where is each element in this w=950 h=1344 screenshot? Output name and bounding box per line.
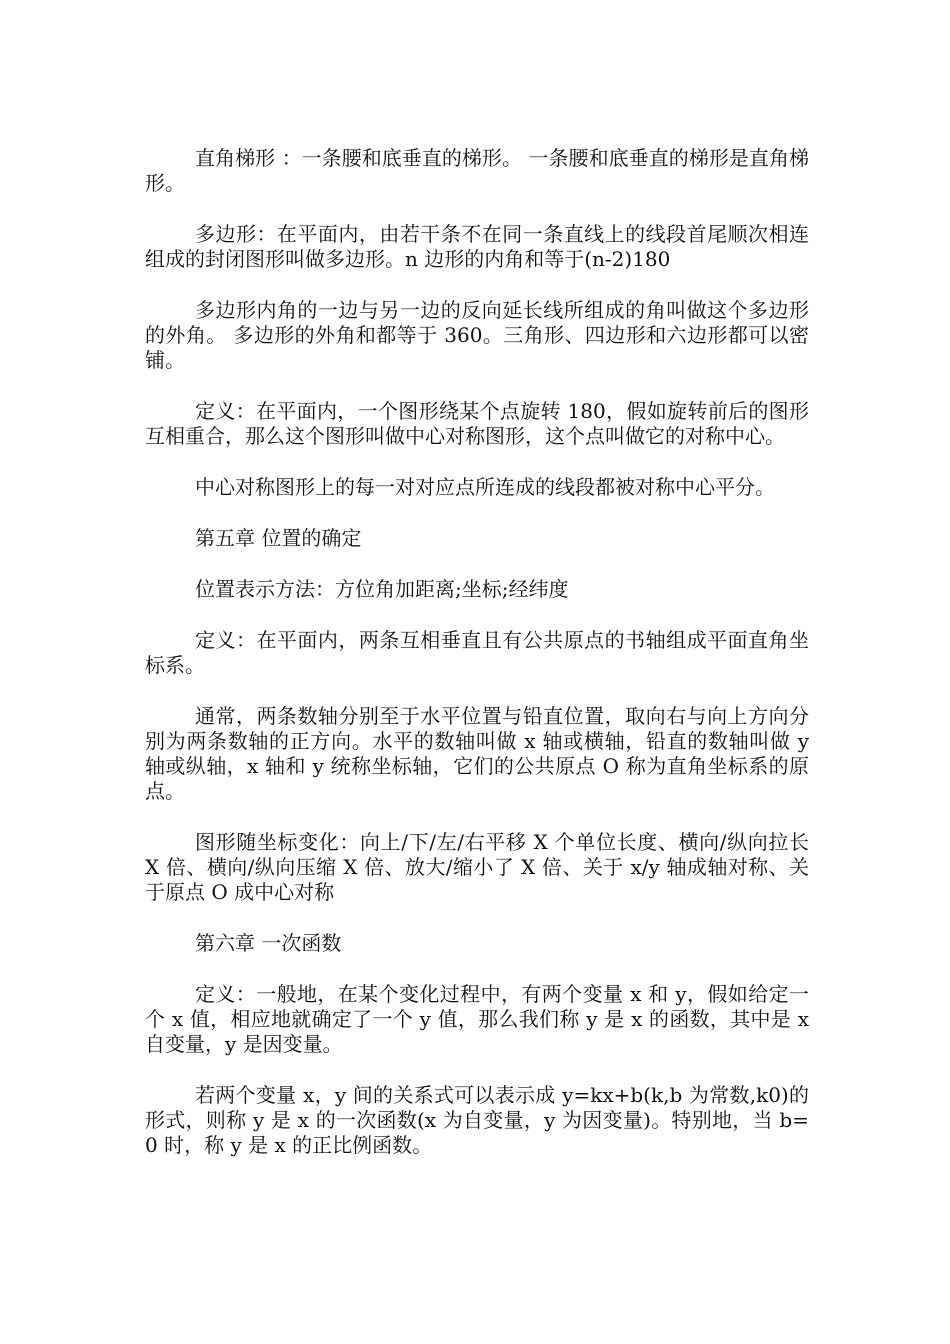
paragraph-position-methods: 位置表示方法：方位角加距离;坐标;经纬度 xyxy=(195,577,569,601)
paragraph-exterior-angle: 多边形内角的一边与另一边的反向延长线所组成的角叫做这个多边形的外角。 多边形的外角和都等于 360。三角形、四边形和六边形都可以密铺。 xyxy=(145,298,809,372)
paragraph-coordinate-system-definition: 定义：在平面内，两条互相垂直且有公共原点的书轴组成平面直角坐标系。 xyxy=(145,628,809,677)
chapter-six-heading: 第六章 一次函数 xyxy=(195,931,342,955)
paragraph-linear-function: 若两个变量 x，y 间的关系式可以表示成 y=kx+b(k,b 为常数,k0)的形式，则称 y 是 x 的一次函数(x 为自变量，y 为因变量)。特别地，当 b=0 时，称 y 是 x 的正比例函数。 xyxy=(145,1083,809,1157)
paragraph-figure-transformations: 图形随坐标变化：向上/下/左/右平移 X 个单位长度、横向/纵向拉长 X 倍、横向/纵向压缩 X 倍、放大/缩小了 X 倍、关于 x/y 轴成轴对称、关于原点 O 成中心对称 xyxy=(145,830,809,904)
document-body xyxy=(145,146,809,1184)
chapter-five-heading: 第五章 位置的确定 xyxy=(195,526,362,550)
paragraph-axes-description: 通常，两条数轴分别至于水平位置与铅直位置，取向右与向上方向分别为两条数轴的正方向。水平的数轴叫做 x 轴或横轴，铅直的数轴叫做 y 轴或纵轴，x 轴和 y 统称坐标轴，它们的公共原点 O 称为直角坐标系的原点。 xyxy=(145,704,809,803)
paragraph-central-symmetry-definition: 定义：在平面内，一个图形绕某个点旋转 180，假如旋转前后的图形互相重合，那么这个图形叫做中心对称图形，这个点叫做它的对称中心。 xyxy=(145,399,809,448)
paragraph-central-symmetry-property: 中心对称图形上的每一对对应点所连成的线段都被对称中心平分。 xyxy=(195,475,775,499)
paragraph-polygon: 多边形：在平面内，由若干条不在同一条直线上的线段首尾顺次相连组成的封闭图形叫做多边形。n 边形的内角和等于(n-2)180 xyxy=(145,222,809,271)
paragraph-function-definition: 定义：一般地，在某个变化过程中，有两个变量 x 和 y，假如给定一个 x 值，相应地就确定了一个 y 值，那么我们称 y 是 x 的函数，其中是 x 自变量，y 是因变量。 xyxy=(145,982,809,1056)
paragraph-right-trapezoid: 直角梯形 ：一条腰和底垂直的梯形。 一条腰和底垂直的梯形是直角梯形。 xyxy=(145,146,809,195)
